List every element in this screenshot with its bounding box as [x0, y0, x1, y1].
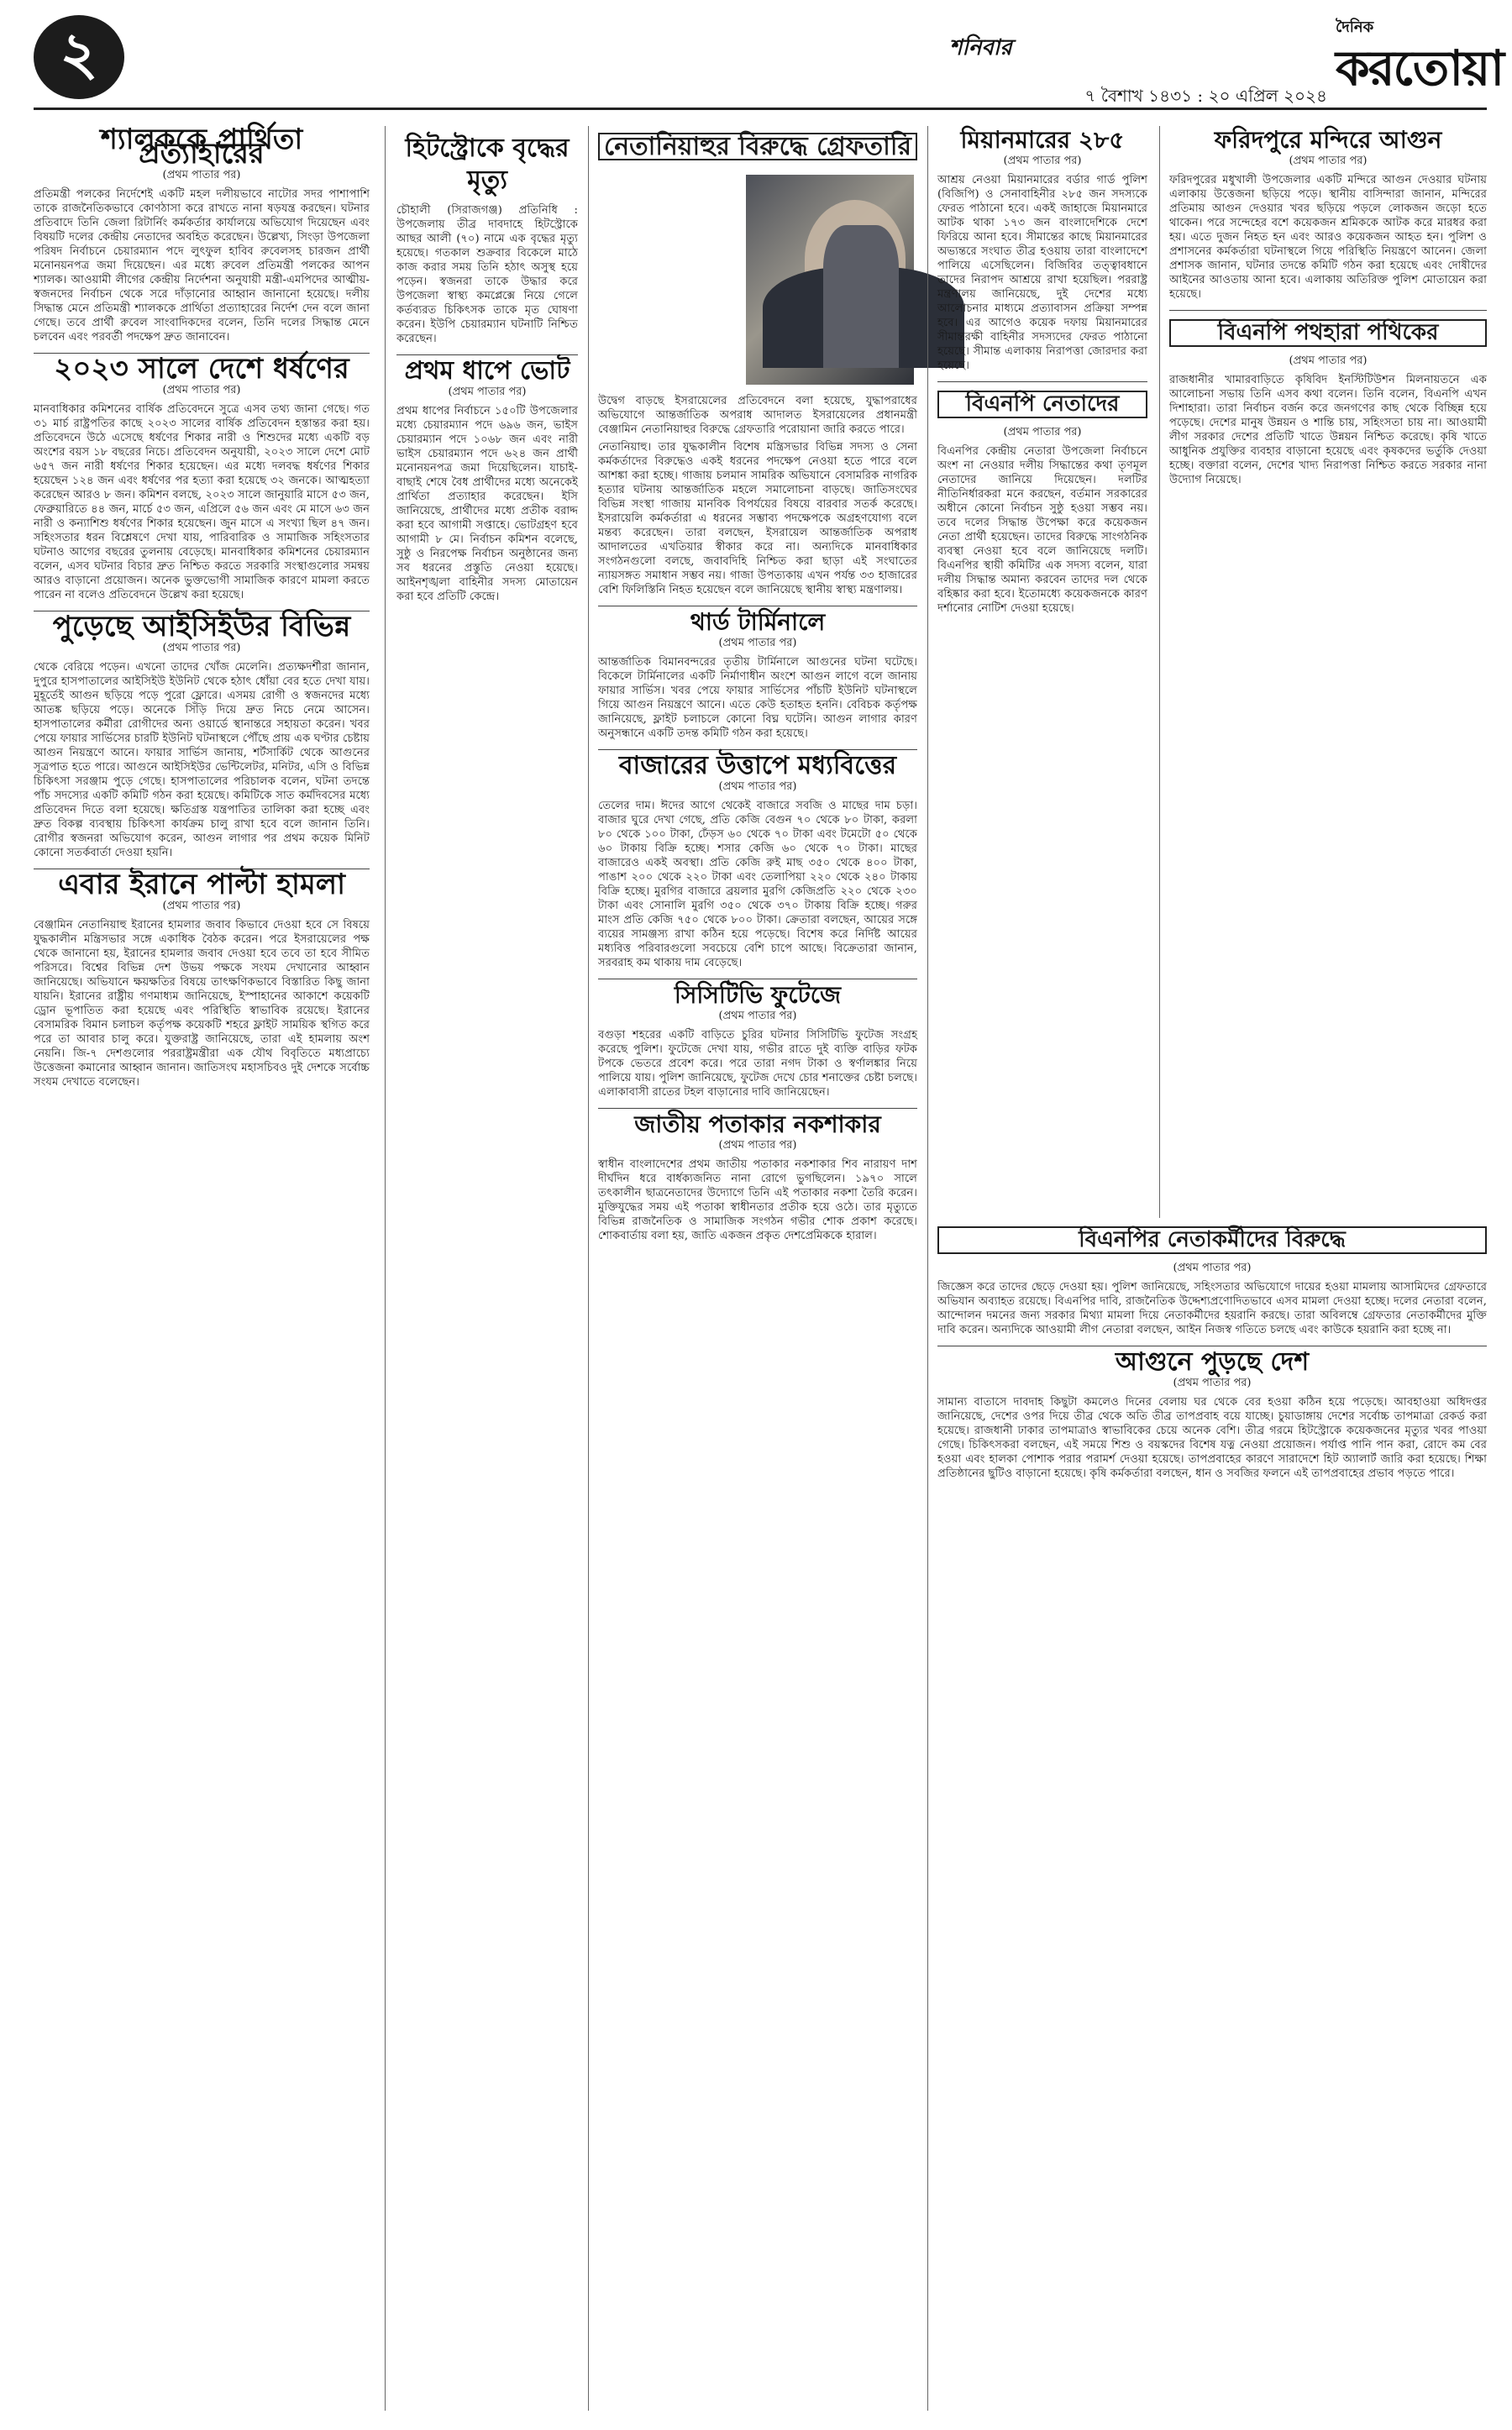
news-photo: [746, 175, 914, 385]
headline: ২০২৩ সালে দেশে ধর্ষণের: [54, 352, 349, 386]
column-2: [396, 133, 578, 607]
article-body: মানবাধিকার কমিশনের বার্ষিক প্রতিবেদনে সুত্রে এসব তথ্য জানা গেছে। গত ৩১ মার্চ রাষ্ট্রপতির কাছে ২০২৩ সালের বার্ষিক প্রতিবেদন হস্তান্তর করা হয়। প্রতিবেদনে উঠে এসেছে ধর্ষণের শিকার নারী ও শিশুদের মধ্যে একটি বড় অংশের বয়স ১৮ বছরের নিচে। প্রতিবেদন অনুযায়ী, ২০২৩ সালে দেশে মোট ৬৫৭ জন নারী ধর্ষণের শিকার হয়েছেন। এর মধ্যে দলবদ্ধ ধর্ষণের শিকার হয়েছেন ১২৪ জন এবং ধর্ষণের পর হত্যা করা হয়েছে ৩২ জনকে। আত্মহত্যা করেছেন আরও ৮ জন। কমিশন বলছে, ২০২৩ সালে জানুয়ারি মাসে ৫৩ জন, ফেব্রুয়ারিতে ৪৪ জন, মার্চে ৫৩ জন, এপ্রিলে ৫৬ জন এবং মে মাসে ৬৩ জন নারী ও কন্যাশিশু ধর্ষণের শিকার হয়েছেন। জুন মাসে এ সংখ্যা ছিল ৪৭ জন। সহিংসতার ধরন বিশ্লেষণে দেখা যায়, পারিবারিক ও সামাজিক সহিংসতার ঘটনাও আগের বছরের তুলনায় বেড়েছে। মানবাধিকার কমিশনের চেয়ারম্যান বলেন, এসব ঘটনার বিচার দ্রুত নিশ্চিত করতে সরকারি সংস্থাগুলোর সমন্বয় আরও বাড়ানো প্রয়োজন। অনেক ভুক্তভোগী সামাজিক কারণে মামলা করতে পারেন না বলেও প্রতিবেদনে উল্লেখ করা হয়েছে।: [34, 403, 370, 601]
headline: বাজারের উত্তাপে মধ্যবিত্তের: [618, 751, 897, 780]
continued-label: (প্রথম পাতার পর): [718, 780, 797, 793]
article-body: তেলের দাম। ঈদের আগে থেকেই বাজারে সবজি ও মাছের দাম চড়া। বাজার ঘুরে দেখা গেছে, প্রতি কেজি বেগুন ৭০ থেকে ৮০ টাকা, করলা ৮০ থেকে ১০০ টাকা, ঢেঁড়স ৬০ থেকে ৭০ টাকা এবং টমেটো ৫০ থেকে ৬০ টাকায় বিক্রি হচ্ছে। শসার কেজি ৬০ থেকে ৭০ টাকা। মাছের বাজারেও একই অবস্থা। প্রতি কেজি রুই মাছ ৩৫০ থেকে ৪০০ টাকা, পাঙাশ ২০০ থেকে ২২০ টাকা এবং তেলাপিয়া ২২০ থেকে ২৪০ টাকায় বিক্রি হচ্ছে। মুরগির বাজারে ব্রয়লার মুরগি কেজিপ্রতি ২২০ থেকে ২৩০ টাকা এবং সোনালি মুরগি ৩৫০ থেকে ৩৭০ টাকায় বিক্রি হচ্ছে। গরুর মাংস প্রতি কেজি ৭৫০ থেকে ৮০০ টাকা। ক্রেতারা বলছেন, আয়ের সঙ্গে ব্যয়ের সামঞ্জস্য রাখা কঠিন হয়ে পড়েছে। বিশেষ করে নির্দিষ্ট আয়ের মধ্যবিত্ত পরিবারগুলো সবচেয়ে বেশি চাপে আছে। বিক্রেতারা জানান, সরবরাহ কম থাকায় দাম বেড়েছে।: [598, 800, 917, 969]
headline: জাতীয় পতাকার নকশাকার: [634, 1110, 881, 1138]
boxed-headline: বিএনপি নেতাদের: [937, 391, 1147, 418]
article-body: সামান্য বাতাসে দাবদাহ কিছুটা কমলেও দিনের বেলায় ঘর থেকে বের হওয়া কঠিন হয়ে পড়েছে। আবহাওয়া অধিদপ্তর জানিয়েছে, দেশের ওপর দিয়ে তীব্র থেকে অতি তীব্র তাপপ্রবাহ বয়ে যাচ্ছে। চুয়াডাঙ্গায় দেশের সর্বোচ্চ তাপমাত্রা রেকর্ড করা হয়েছে। রাজধানী ঢাকার তাপমাত্রাও স্বাভাবিকের চেয়ে অনেক বেশি। তীব্র গরমে হিটস্ট্রোকে কয়েকজনের মৃত্যুর খবর পাওয়া গেছে। চিকিৎসকরা বলছেন, এই সময়ে শিশু ও বয়স্কদের বিশেষ যত্ন নেওয়া প্রয়োজন। পর্যাপ্ত পানি পান করা, রোদে কম বের হওয়া এবং হালকা পোশাক পরার পরামর্শ দেওয়া হয়েছে। তাপপ্রবাহের কারণে সারাদেশে হিট অ্যালার্ট জারি করা হয়েছে। শিক্ষা প্রতিষ্ঠানের ছুটিও বাড়ানো হয়েছে। কৃষি কর্মকর্তারা বলছেন, ধান ও সবজির ফলনে এই তাপপ্রবাহের প্রভাব পড়তে পারে।: [937, 1396, 1487, 1480]
article-body: আশ্রয় নেওয়া মিয়ানমারের বর্ডার গার্ড পুলিশ (বিজিপি) ও সেনাবাহিনীর ২৮৫ জন সদস্যকে ফেরত পাঠানো হবে। একই জাহাজে মিয়ানমারে আটক থাকা ১৭৩ জন বাংলাদেশিকে দেশে ফিরিয়ে আনা হবে। সীমান্তের কাছে মিয়ানমারের অভ্যন্তরে সংঘাত তীব্র হওয়ায় তারা বাংলাদেশে পালিয়ে এসেছিলেন। বিজিবির তত্ত্বাবধানে তাদের নিরাপদ আশ্রয়ে রাখা হয়েছিল। পররাষ্ট্র মন্ত্রণালয় জানিয়েছে, দুই দেশের মধ্যে আলোচনার মাধ্যমে প্রত্যাবাসন প্রক্রিয়া সম্পন্ন হবে। এর আগেও কয়েক দফায় মিয়ানমারের সীমান্তরক্ষী বাহিনীর সদস্যদের ফেরত পাঠানো হয়েছে। সীমান্ত এলাকায় নিরাপত্তা জোরদার করা হয়েছে।: [937, 174, 1147, 372]
continued-label: (প্রথম পাতার পর): [448, 386, 527, 398]
continued-label: (প্রথম পাতার পর): [162, 384, 241, 396]
continued-label: (প্রথম পাতার পর): [1289, 155, 1368, 167]
headline: থার্ড টার্মিনালে: [690, 608, 826, 636]
article-body: চৌহালী (সিরাজগঞ্জ) প্রতিনিধি : উপজেলায় তীব্র দাবদাহে হিটস্ট্রোকে আছর আলী (৭০) নামে এক বৃদ্ধের মৃত্যু হয়েছে। গতকাল শুক্রবার বিকেলে মাঠে কাজ করার সময় তিনি হঠাৎ অসুস্থ হয়ে পড়েন। স্বজনরা তাকে উদ্ধার করে উপজেলা স্বাস্থ্য কমপ্লেক্সে নিয়ে গেলে কর্তব্যরত চিকিৎসক তাকে মৃত ঘোষণা করেন। ইউপি চেয়ারম্যান ঘটনাটি নিশ্চিত করেছেন।: [396, 204, 578, 345]
article-body: আন্তর্জাতিক বিমানবন্দরের তৃতীয় টার্মিনালে আগুনের ঘটনা ঘটেছে। বিকেলে টার্মিনালের একটি নির্মাণাধীন অংশে আগুন লাগে বলে জানায় ফায়ার সার্ভিস। খবর পেয়ে ফায়ার সার্ভিসের পাঁচটি ইউনিট ঘটনাস্থলে গিয়ে আগুন নিয়ন্ত্রণে আনে। এতে কেউ হতাহত হননি। বেবিচক কর্তৃপক্ষ জানিয়েছে, ফ্লাইট চলাচলে কোনো বিঘ্ন ঘটেনি। আগুন লাগার কারণ অনুসন্ধানে একটি তদন্ত কমিটি গঠন করা হয়েছে।: [598, 656, 917, 740]
continued-label: (প্রথম পাতার পর): [718, 1139, 797, 1152]
article-body: প্রথম ধাপের নির্বাচনে ১৫০টি উপজেলার মধ্যে চেয়ারম্যান পদে ৬৯৬ জন, ভাইস চেয়ারম্যান পদে ১০৬৮ জন এবং নারী ভাইস চেয়ারম্যান পদে ৬২৪ জন প্রার্থী মনোনয়নপত্র জমা দিয়েছিলেন। যাচাই-বাছাই শেষে বৈধ প্রার্থীদের মধ্যে অনেকেই প্রার্থিতা প্রত্যাহার করেছেন। ইসি জানিয়েছে, প্রার্থীদের মধ্যে প্রতীক বরাদ্দ করা হবে আগামী সপ্তাহে। ভোটগ্রহণ হবে আগামী ৮ মে। নির্বাচন কমিশন বলেছে, সুষ্ঠু ও নিরপেক্ষ নির্বাচন অনুষ্ঠানের জন্য সব ধরনের প্রস্তুতি নেওয়া হয়েছে। আইনশৃঙ্খলা বাহিনীর সদস্য মোতায়েন করা হবে প্রতিটি কেন্দ্রে।: [396, 405, 578, 603]
boxed-headline: বিএনপির নেতাকর্মীদের বিরুদ্ধে: [937, 1226, 1487, 1254]
article-body: বিএনপির কেন্দ্রীয় নেতারা উপজেলা নির্বাচনে অংশ না নেওয়ার দলীয় সিদ্ধান্তের কথা তৃণমূল নেতাদের জানিয়ে দিয়েছেন। দলটির নীতিনির্ধারকরা মনে করছেন, বর্তমান সরকারের অধীনে কোনো নির্বাচন সুষ্ঠু হওয়া সম্ভব নয়। তবে দলের সিদ্ধান্ত উপেক্ষা করে কয়েকজন নেতা প্রার্থী হয়েছেন। তাদের বিরুদ্ধে সাংগঠনিক ব্যবস্থা নেওয়া হবে বলে জানিয়েছে দলটি। বিএনপির স্থায়ী কমিটির এক সদস্য বলেন, যারা দলীয় সিদ্ধান্ত অমান্য করবেন তাদের দল থেকে বহিষ্কার করা হবে। ইতোমধ্যে কয়েকজনকে কারণ দর্শানোর নোটিশ দেওয়া হয়েছে।: [937, 445, 1147, 615]
continued-label: (প্রথম পাতার পর): [718, 1010, 797, 1022]
article-body: রাজধানীর খামারবাড়িতে কৃষিবিদ ইনস্টিটিউশন মিলনায়তনে এক আলোচনা সভায় তিনি এসব কথা বলেন। তিনি বলেন, বিএনপি এখন দিশাহারা। তারা নির্বাচন বর্জন করে জনগণের কাছ থেকে বিচ্ছিন্ন হয়ে পড়েছে। দেশের মানুষ উন্নয়ন ও শান্তি চায়, সহিংসতা চায় না। আওয়ামী লীগ সরকার দেশের প্রতিটি খাতে উন্নয়ন নিশ্চিত করেছে। কৃষি খাতে আধুনিক প্রযুক্তির ব্যবহার বাড়ানো হয়েছে এবং কৃষকদের ভর্তুকি দেওয়া হচ্ছে। বক্তারা বলেন, দেশের খাদ্য নিরাপত্তা নিশ্চিত করতে সরকার নানা উদ্যোগ নিয়েছে।: [1169, 374, 1487, 486]
lower-right-block: [937, 1226, 1487, 1484]
continued-label: (প্রথম পাতার পর): [1003, 426, 1082, 438]
headline: পুড়েছে আইসিইউর বিভিন্ন: [52, 610, 351, 643]
headline: প্রথম ধাপে ভোট: [404, 356, 570, 386]
boxed-headline: বিএনপি পথহারা পথিকের: [1169, 319, 1487, 347]
divider: [937, 381, 1147, 382]
continued-label: (প্রথম পাতার পর): [1289, 354, 1368, 367]
logo-big: করতোয়া: [1336, 39, 1504, 97]
headline: হিটস্ট্রোকে বৃদ্ধের মৃত্যু: [405, 134, 570, 195]
column-5: [1169, 126, 1487, 491]
divider: [1169, 310, 1487, 311]
headline: শ্যালককে প্রার্থিতা প্রত্যাহারের: [100, 123, 303, 171]
article-body: বেঞ্জামিন নেতানিয়াহু ইরানের হামলার জবাব কিভাবে দেওয়া হবে সে বিষয়ে যুদ্ধকালীন মন্ত্রিসভার সঙ্গে একাধিক বৈঠক করেন। পরে ইসরায়েলের পক্ষ থেকে জানানো হয়, ইরানের হামলার জবাব দেওয়া হবে তবে তা হবে সীমিত পরিসরে। বিশ্বের বিভিন্ন দেশ উভয় পক্ষকে সংযম দেখানোর আহ্বান জানিয়েছে। অভিযানে ক্ষয়ক্ষতির বিষয়ে তাৎক্ষণিকভাবে বিস্তারিত কিছু জানা যায়নি। ইরানের রাষ্ট্রীয় গণমাধ্যম জানিয়েছে, ইস্পাহানের আকাশে কয়েকটি ড্রোন ভূপাতিত করা হয়েছে এবং পরিস্থিতি স্বাভাবিক রয়েছে। ইরানের বেসামরিক বিমান চলাচল কর্তৃপক্ষ কয়েকটি শহরে ফ্লাইট সাময়িক স্থগিত করে পরে তা আবার চালু করে। যুক্তরাষ্ট্র জানিয়েছে, তারা এই হামলায় অংশ নেয়নি। জি-৭ দেশগুলোর পররাষ্ট্রমন্ত্রীরা এক যৌথ বিবৃতিতে মধ্যপ্রাচ্যে উত্তেজনা কমানোর আহ্বান জানান। জাতিসংঘ মহাসচিবও দুই দেশকে সর্বোচ্চ সংযম দেখাতে বলেছেন।: [34, 919, 370, 1089]
divider: [396, 354, 578, 355]
logo-small: দৈনিক: [1336, 18, 1374, 36]
masthead: [0, 0, 1512, 118]
column-rule: [927, 126, 928, 2411]
headline: মিয়ানমারের ২৮৫: [960, 126, 1125, 154]
column-rule: [385, 126, 386, 2411]
headline: ফরিদপুরে মন্দিরে আগুন: [1214, 126, 1442, 154]
headline: আগুনে পুড়ছে দেশ: [1115, 1347, 1310, 1377]
divider: [598, 1108, 917, 1109]
continued-label: (প্রথম পাতার পর): [162, 900, 241, 912]
column-rule: [1159, 126, 1160, 1218]
continued-label: (প্রথম পাতার পর): [162, 642, 241, 654]
column-1: [34, 123, 370, 1093]
divider: [598, 749, 917, 750]
article-body: প্রতিমন্ত্রী পলকের নির্দেশেই একটি মহল দলীয়ভাবে নাটোর সদর পাশাপাশি তাকে রাজনৈতিকভাবে কোণঠাসা করে রাখতে নানা ষড়যন্ত্র করছেন। ঘটনার প্রতিবাদে তিনি জেলা রিটার্নিং কর্মকর্তার কার্যালয়ে অভিযোগ দিয়েছেন এবং বিষয়টি দলের কেন্দ্রীয় নেতাদের অবহিত করেছেন। উল্লেখ্য, সিংড়া উপজেলা পরিষদ নির্বাচনে চেয়ারম্যান পদে লুৎফুল হাবিব রুবেলসহ চারজন প্রার্থী মনোনয়নপত্র জমা দিয়েছেন। এর মধ্যে রুবেল প্রতিমন্ত্রী পলকের আপন শ্যালক। আওয়ামী লীগের কেন্দ্রীয় নির্দেশনা অনুযায়ী মন্ত্রী-এমপিদের আত্মীয়-স্বজনদের নির্বাচন থেকে সরে দাঁড়ানোর আহ্বান জানানো হয়েছে। দলীয় সিদ্ধান্ত মেনে প্রতিমন্ত্রী শ্যালককে প্রার্থিতা প্রত্যাহারের নির্দেশ দেন বলে জানা গেছে। তবে প্রার্থী রুবেল সাংবাদিকদের বলেন, তিনি দলের সিদ্ধান্ত মেনে চলবেন এবং পরবর্তী পদক্ষেপ দ্রুত জানাবেন।: [34, 188, 370, 344]
day-name: শনিবার: [949, 35, 1012, 60]
continued-label: (প্রথম পাতার পর): [1003, 155, 1082, 167]
continued-label: (প্রথম পাতার পর): [718, 637, 797, 649]
column-4: [937, 126, 1147, 619]
column-rule: [588, 126, 589, 2411]
article-body: ফরিদপুরের মধুখালী উপজেলার একটি মন্দিরে আগুন দেওয়ার ঘটনায় এলাকায় উত্তেজনা ছড়িয়ে পড়ে। স্থানীয় বাসিন্দারা জানান, মন্দিরের প্রতিমায় আগুন দেওয়ার খবর ছড়িয়ে পড়লে লোকজন জড়ো হতে থাকেন। পরে সন্দেহের বশে কয়েকজন শ্রমিককে আটক করে মারধর করা হয়। এতে দুজন নিহত হন এবং আরও কয়েকজন আহত হন। পুলিশ ও প্রশাসনের কর্মকর্তারা ঘটনাস্থলে গিয়ে পরিস্থিতি নিয়ন্ত্রণে আনেন। জেলা প্রশাসক জানান, ঘটনার তদন্তে কমিটি গঠন করা হয়েছে এবং দোষীদের আইনের আওতায় আনা হবে। এলাকায় অতিরিক্ত পুলিশ মোতায়েন করা হয়েছে।: [1169, 174, 1487, 301]
article-lead: উদ্বেগ বাড়ছে ইসরায়েলের প্রতিবেদনে বলা হয়েছে, যুদ্ধাপরাধের অভিযোগে আন্তর্জাতিক অপরাধ আদালত ইসরায়েলের প্রধানমন্ত্রী বেঞ্জামিন নেতানিয়াহুর বিরুদ্ধে গ্রেফতারি পরোয়ানা জারি করতে পারে।: [598, 395, 918, 436]
article-body: জিজ্ঞেস করে তাদের ছেড়ে দেওয়া হয়। পুলিশ জানিয়েছে, সহিংসতার অভিযোগে দায়ের হওয়া মামলায় আসামিদের গ্রেফতারে অভিযান অব্যাহত রয়েছে। বিএনপির দাবি, রাজনৈতিক উদ্দেশ্যপ্রণোদিতভাবে এসব মামলা দেওয়া হচ্ছে। দলের নেতারা বলেন, আন্দোলন দমনের জন্য সরকার মিথ্যা মামলা দিয়ে নেতাকর্মীদের হয়রানি করছে। তারা অবিলম্বে গ্রেফতার নেতাকর্মীদের মুক্তি দাবি করেন। অন্যদিকে আওয়ামী লীগ নেতারা বলছেন, আইন নিজস্ব গতিতে চলছে এবং কাউকে হয়রানি করা হচ্ছে না।: [937, 1281, 1487, 1336]
continued-label: (প্রথম পাতার পর): [1173, 1262, 1252, 1274]
headline: এবার ইরানে পাল্টা হামলা: [58, 868, 345, 901]
headline: সিসিটিভি ফুটেজে: [674, 981, 842, 1009]
continued-label: (প্রথম পাতার পর): [162, 169, 241, 181]
page-number: ২: [34, 15, 124, 99]
continued-label: (প্রথম পাতার পর): [1173, 1377, 1252, 1389]
article-body: বগুড়া শহরের একটি বাড়িতে চুরির ঘটনার সিসিটিভি ফুটেজ সংগ্রহ করেছে পুলিশ। ফুটেজে দেখা যায়, গভীর রাতে দুই ব্যক্তি বাড়ির ফটক টপকে ভেতরে প্রবেশ করে। পরে তারা নগদ টাকা ও স্বর্ণালঙ্কার নিয়ে পালিয়ে যায়। পুলিশ জানিয়েছে, ফুটেজ দেখে চোর শনাক্তের চেষ্টা চলছে। এলাকাবাসী রাতের টহল বাড়ানোর দাবি জানিয়েছেন।: [598, 1029, 917, 1099]
newspaper-logo: [1336, 15, 1504, 99]
date-line: ৭ বৈশাখ ১৪৩১ : ২০ এপ্রিল ২০২৪: [1084, 86, 1327, 106]
masthead-rule: [34, 108, 1487, 110]
article-body: থেকে বেরিয়ে পড়েন। এখনো তাদের খোঁজ মেলেনি। প্রত্যক্ষদর্শীরা জানান, দুপুরে হাসপাতালের আইসিইউ ইউনিট থেকে হঠাৎ ধোঁয়া বের হতে দেখা যায়। মুহূর্তেই আগুন ছড়িয়ে পড়ে পুরো ফ্লোরে। এসময় রোগী ও স্বজনদের মধ্যে আতঙ্ক ছড়িয়ে পড়ে। অনেকে সিঁড়ি দিয়ে দ্রুত নিচে নেমে আসেন। হাসপাতালের কর্মীরা রোগীদের অন্য ওয়ার্ডে স্থানান্তরে সহায়তা করেন। খবর পেয়ে ফায়ার সার্ভিসের চারটি ইউনিট ঘটনাস্থলে পৌঁছে প্রায় এক ঘণ্টার চেষ্টায় আগুন নিয়ন্ত্রণে আনে। ফায়ার সার্ভিস জানায়, শর্টসার্কিট থেকে আগুনের সূত্রপাত হতে পারে। আগুনে আইসিইউর ভেন্টিলেটর, মনিটর, এসি ও বিভিন্ন চিকিৎসা সরঞ্জাম পুড়ে গেছে। হাসপাতালের পরিচালক বলেন, ঘটনা তদন্তে পাঁচ সদস্যের একটি কমিটি গঠন করা হয়েছে। কমিটিকে সাত কর্মদিবসের মধ্যে প্রতিবেদন দিতে বলা হয়েছে। ক্ষতিগ্রস্ত যন্ত্রপাতির তালিকা করা হচ্ছে এবং দ্রুত বিকল্প ব্যবস্থায় চিকিৎসা কার্যক্রম চালু রাখা হবে বলে জানান তিনি। রোগীর স্বজনরা অভিযোগ করেন, আগুন লাগার পর প্রথম কয়েক মিনিট কোনো সতর্কবার্তা দেওয়া হয়নি।: [34, 661, 370, 859]
article-body: নেতানিয়াহু। তার যুদ্ধকালীন বিশেষ মন্ত্রিসভার বিভিন্ন সদস্য ও সেনা কর্মকর্তাদের বিরুদ্ধেও একই ধরনের পদক্ষেপ নেওয়া হতে পারে বলে আশঙ্কা করা হচ্ছে। গাজায় চলমান সামরিক অভিযানে বেসামরিক নাগরিক হত্যার ঘটনায় আন্তর্জাতিক মহলে সমালোচনা বাড়ছে। জাতিসংঘের বিভিন্ন সংস্থা গাজায় মানবিক বিপর্যয়ের বিষয়ে বারবার সতর্ক করেছে। ইসরায়েলি কর্মকর্তারা এ ধরনের সম্ভাব্য পদক্ষেপকে অগ্রহণযোগ্য বলে মন্তব্য করেছেন। তারা বলছেন, ইসরায়েল আন্তর্জাতিক অপরাধ আদালতের এখতিয়ার স্বীকার করে না। অন্যদিকে মানবাধিকার সংগঠনগুলো বলছে, জবাবদিহি নিশ্চিত করা ছাড়া এই সংঘাতের ন্যায়সঙ্গত সমাধান সম্ভব নয়। গাজা উপত্যকায় এখন পর্যন্ত ৩৩ হাজারের বেশি ফিলিস্তিনি নিহত হয়েছেন বলে জানিয়েছে স্থানীয় স্বাস্থ্য মন্ত্রণালয়।: [598, 441, 917, 596]
article-body: স্বাধীন বাংলাদেশের প্রথম জাতীয় পতাকার নকশাকার শিব নারায়ণ দাশ দীর্ঘদিন ধরে বার্ধক্যজনিত নানা রোগে ভুগছিলেন। ১৯৭০ সালে তৎকালীন ছাত্রনেতাদের উদ্যোগে তিনি এই পতাকার নকশা তৈরি করেন। মুক্তিযুদ্ধের সময় এই পতাকা স্বাধীনতার প্রতীক হয়ে ওঠে। তার মৃত্যুতে বিভিন্ন রাজনৈতিক ও সামাজিক সংগঠন গভীর শোক প্রকাশ করেছে। শোকবার্তায় বলা হয়, জাতি একজন প্রকৃত দেশপ্রেমিককে হারাল।: [598, 1158, 917, 1242]
boxed-headline: নেতানিয়াহুর বিরুদ্ধে গ্রেফতারি: [598, 133, 917, 160]
